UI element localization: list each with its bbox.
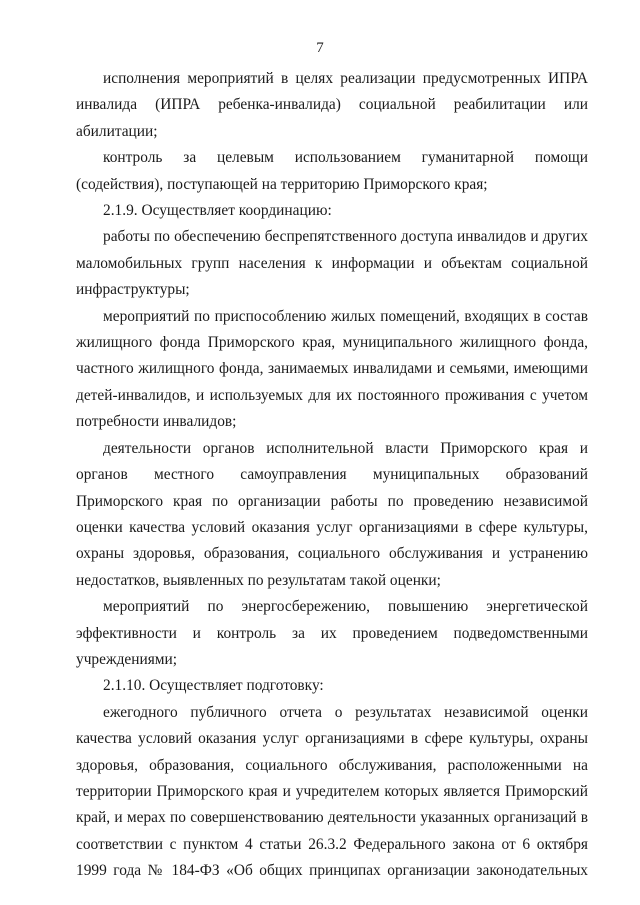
paragraph-humanitarian-aid-control: контроль за целевым использованием гуманитарной помощи (содействия), поступающей на территорию Приморского края; — [76, 149, 588, 193]
section-heading-2-1-10: 2.1.10. Осуществляет подготовку: — [103, 677, 324, 695]
paragraph-accessibility-work: работы по обеспечению беспрепятственного доступа инвалидов и других маломобильных групп населения к информации и объектам социальной инфраструктуры; — [76, 228, 588, 299]
document-body — [76, 66, 588, 885]
section-heading-2-1-9: 2.1.9. Осуществляет координацию: — [103, 202, 332, 220]
page-number: 7 — [316, 40, 324, 56]
paragraph-ipra-measures: исполнения мероприятий в целях реализации предусмотренных ИПРА инвалида (ИПРА ребенка-инвалида) социальной реабилитации или абилитации; — [76, 70, 588, 140]
paragraph-energy-saving: мероприятий по энергосбережению, повышению энергетической эффективности и контроль за их проведением подведомственными учреждениями; — [76, 598, 588, 668]
paragraph-annual-public-report: ежегодного публичного отчета о результатах независимой оценки качества условий оказания услуг организациями в сфере культуры, охраны здоровья, образования, социального обслуживания, расположенными на территории Приморского края и учредителем которых является Приморский край, и мерах по совершенствованию деятельности указанных организаций в соответствии с пунктом 4 статьи 26.3.2 Федерального закона от 6 октября 1999 года № 184-ФЗ «Об общих принципах организации законодательных — [76, 703, 588, 880]
paragraph-quality-assessment-coordination: деятельности органов исполнительной власти Приморского края и органов местного самоуправления муниципальных образований Приморского края по организации работы по проведению независимой оценки качества условий оказания услуг организациями в сфере культуры, охраны здоровья, образования, социального обслуживания и устранению недостатков, выявленных по результатам такой оценки; — [76, 439, 588, 589]
paragraph-housing-adaptation: мероприятий по приспособлению жилых помещений, входящих в состав жилищного фонда Приморского края, муниципального жилищного фонда, частного жилищного фонда, занимаемых инвалидами и семьями, имеющими детей-инвалидов, и используемых для их постоянного проживания с учетом потребности инвалидов; — [76, 307, 588, 431]
